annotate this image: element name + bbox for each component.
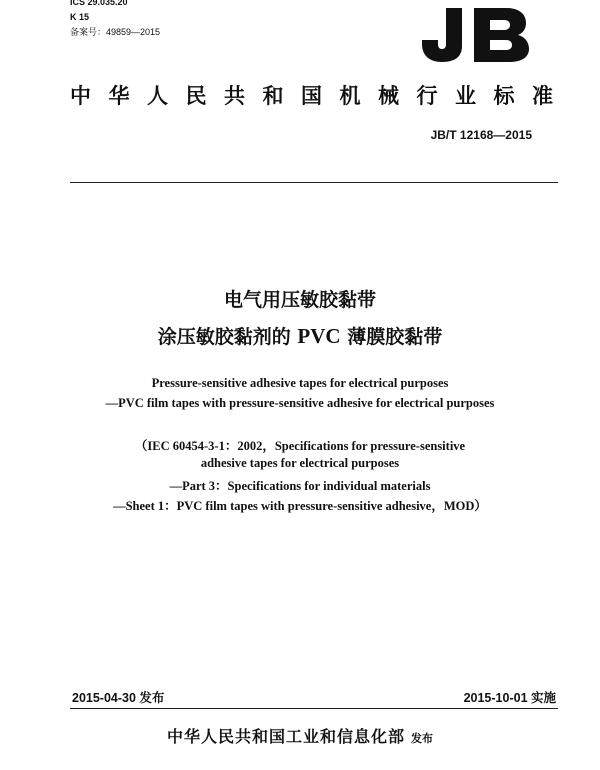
chinese-title-pvc: PVC bbox=[297, 324, 341, 348]
jb-logo bbox=[418, 6, 530, 62]
equivalence-line4: —Sheet 1：PVC film tapes with pressure-sensitive adhesive，MOD） bbox=[113, 499, 487, 513]
issuer-line bbox=[0, 724, 600, 747]
standard-category-title: 中华人民共和国机械行业标准 bbox=[70, 84, 571, 108]
english-title-line2: —PVC film tapes with pressure-sensitive adhesive for electrical purposes bbox=[105, 396, 495, 410]
issuer-name: 中华人民共和国工业和信息化部 bbox=[166, 727, 405, 746]
chinese-title-line2-suffix: 薄膜胶黏带 bbox=[347, 326, 443, 348]
issue-date: 2015-04-30 发布 bbox=[72, 691, 165, 705]
chinese-title-line2 bbox=[0, 322, 600, 349]
filing-number: 备案号：49859—2015 bbox=[70, 27, 161, 37]
header-divider bbox=[70, 182, 558, 183]
ics-code: ICS 29.035.20 bbox=[70, 0, 128, 7]
english-title-line1: Pressure-sensitive adhesive tapes for electrical purposes bbox=[151, 376, 449, 390]
ccs-code: K 15 bbox=[70, 12, 90, 22]
equivalence-line3: —Part 3：Specifications for individual materials bbox=[169, 479, 431, 493]
issuer-suffix: 发布 bbox=[411, 732, 433, 745]
equivalence-line1: （IEC 60454-3-1：2002，Specifications for pressure-sensitive bbox=[134, 439, 466, 453]
footer-divider bbox=[70, 708, 558, 709]
standard-number: JB/T 12168—2015 bbox=[430, 128, 532, 142]
chinese-title-line2-prefix: 涂压敏胶黏剂的 bbox=[157, 326, 291, 348]
equivalence-line2: adhesive tapes for electrical purposes bbox=[200, 456, 400, 470]
chinese-title-line1: 电气用压敏胶黏带 bbox=[223, 289, 376, 311]
implementation-date: 2015-10-01 实施 bbox=[463, 691, 556, 705]
